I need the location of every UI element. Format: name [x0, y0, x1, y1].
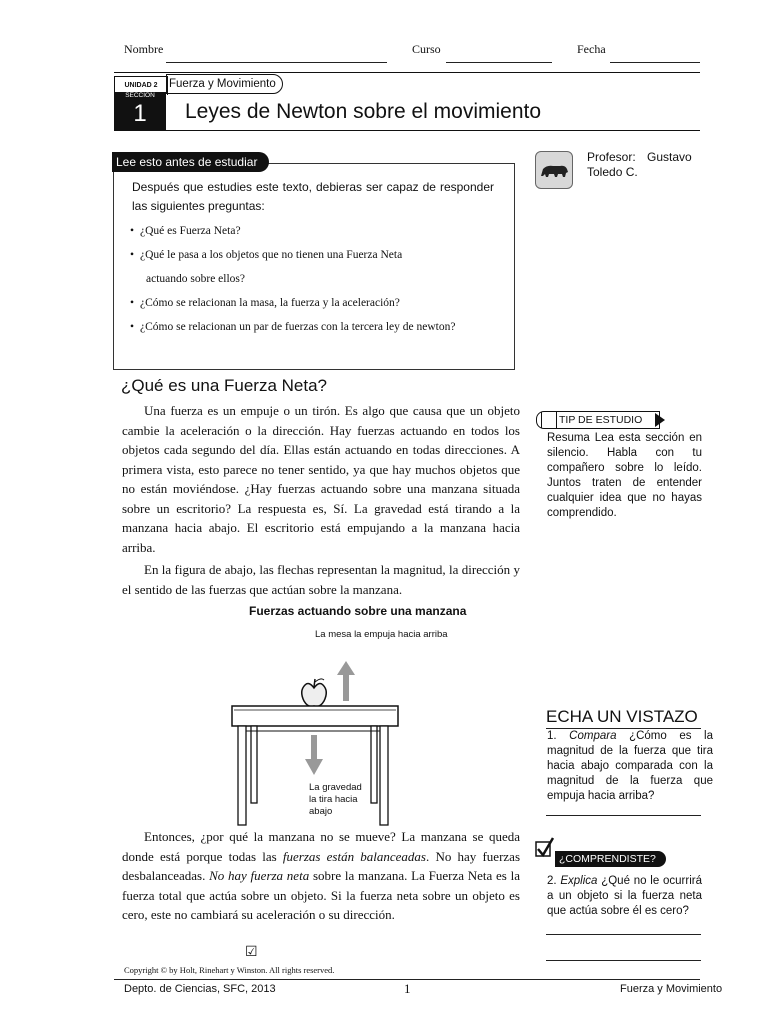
comprendiste-verb: Explica — [560, 875, 598, 887]
read-before-intro: Después que estudies este texto, debieras ser capaz de responder las siguientes preguntas: — [132, 180, 494, 213]
glance-heading: ECHA UN VISTAZO — [546, 707, 698, 726]
paragraph-conclusion — [122, 827, 520, 925]
question-list — [130, 219, 510, 339]
study-tip-tab — [536, 411, 660, 429]
glance-question — [547, 729, 713, 804]
section-label: SECCION — [125, 92, 155, 99]
paragraph-text: sobre la manzana. La Fuerza Neta es la fuerza total que actúa sobre un objeto. Si la fuerza neta sobre un objeto es cero, este no cambiará su aceleración o su dirección. — [122, 868, 520, 922]
emphasis-no-net-force: No hay fuerza neta — [209, 868, 310, 883]
curso-label: Curso — [412, 42, 441, 56]
paragraph-text: . No hay fuerzas desbalanceadas. — [122, 848, 520, 883]
glance-number: 1. — [547, 730, 557, 742]
fecha-field[interactable] — [610, 62, 700, 63]
fecha-label: Fecha — [577, 42, 606, 56]
study-tip-title: TIP DE ESTUDIO — [559, 414, 643, 426]
question-item: • ¿Cómo se relacionan la masa, la fuerza y la aceleración? — [130, 291, 510, 315]
comprendiste-question — [547, 874, 702, 919]
read-before-tab: Lee esto antes de estudiar — [112, 152, 269, 172]
figure-down-label-line: La gravedad — [309, 782, 362, 793]
glance-answer-line[interactable] — [546, 815, 701, 816]
comprendiste-number: 2. — [547, 875, 557, 887]
question-item: • ¿Qué es Fuerza Neta? — [130, 219, 510, 243]
unit-label: UNIDAD 2 — [114, 76, 168, 95]
page-number: 1 — [404, 981, 411, 996]
glance-text: ¿Cómo es la magnitud de la fuerza que tira hacia abajo comparada con la magnitud de la fuerza que empuja hacia arriba? — [547, 730, 713, 802]
nombre-field[interactable] — [166, 62, 387, 63]
comprendiste-answer-line-2[interactable] — [546, 960, 701, 961]
teacher-name: Profesor: Gustavo — [587, 150, 692, 164]
paragraph-text: Entonces, ¿por qué la manzana no se mueve? La manzana se queda donde está porque todas las — [122, 829, 520, 864]
footer-rule — [114, 979, 700, 980]
study-tip-text: Resuma Lea esta sección en silencio. Habla con tu compañero sobre lo leído. Juntos traten de entender cualquier idea que no hayas comprendido. — [547, 432, 702, 519]
paragraph-intro: Una fuerza es un empuje o un tirón. Es algo que causa que un objeto cambie la aceleración o la dirección. Hay fuerzas actuando en todos los objetos cada segundo del día. Ellas están actuando en todas direcciones. A primera vista, esto parece no tener sentido, ya que hay muchos objetos que no están moviéndose. ¿Hay fuerzas actuando sobre una manzana situada sobre un escritorio? La respuesta es, Sí. La gravedad está tirando a la manzana hacia abajo. El escritorio está empujando a la manzana hacia arriba. — [122, 403, 520, 555]
figure-down-label — [309, 782, 362, 818]
unit-topic: Fuerza y Movimiento — [166, 74, 283, 94]
page-title: Leyes de Newton sobre el movimiento — [185, 100, 542, 123]
glance-verb: Compara — [569, 730, 617, 742]
emphasis-balanced: fuerzas están balanceadas — [282, 848, 426, 864]
title-rule-bottom — [114, 130, 700, 131]
curso-field[interactable] — [446, 62, 552, 63]
comprendiste-tab: ¿COMPRENDISTE? — [555, 851, 666, 867]
section-badge — [114, 92, 166, 130]
study-tip-arrow-icon — [655, 413, 665, 427]
copyright: Copyright © by Holt, Rinehart y Winston. All rights reserved. — [124, 965, 335, 975]
figure-down-label-line: la tira hacia — [309, 794, 358, 805]
comprendiste-text: ¿Qué no le ocurrirá a un objeto si la fuerza neta que actúa sobre él es cero? — [547, 875, 702, 917]
checkbox-icon — [535, 836, 555, 862]
paragraph-figure-intro: En la figura de abajo, las flechas representan la magnitud, la dirección y el sentido de las fuerzas que actúan sobre la manzana. — [122, 562, 520, 597]
teacher-surname: Toledo C. — [587, 165, 638, 179]
question-item-continued: actuando sobre ellos? — [146, 273, 245, 285]
figure-title: Fuerzas actuando sobre una manzana — [249, 604, 467, 618]
up-force-arrow — [337, 661, 355, 701]
nombre-label: Nombre — [124, 42, 164, 56]
question-item: • ¿Cómo se relacionan un par de fuerzas con la tercera ley de newton? — [130, 315, 510, 339]
section-number: 1 — [133, 100, 147, 127]
study-tip-tab-stripe — [541, 412, 557, 428]
check-mark-icon: ☑ — [245, 945, 258, 960]
comprendiste-answer-line-1[interactable] — [546, 934, 701, 935]
down-force-arrow — [305, 735, 323, 775]
bear-icon — [535, 151, 573, 189]
footer-dept: Depto. de Ciencias, SFC, 2013 — [124, 983, 276, 995]
figure-down-label-line: abajo — [309, 806, 333, 817]
question-item: • ¿Qué le pasa a los objetos que no tienen una Fuerza Neta — [130, 243, 510, 267]
footer-topic: Fuerza y Movimiento — [620, 983, 723, 995]
figure-up-label: La mesa la empuja hacia arriba — [315, 629, 448, 640]
section-heading: ¿Qué es una Fuerza Neta? — [121, 376, 328, 395]
apple-drawing — [302, 679, 327, 707]
title-rule-top — [114, 72, 700, 73]
